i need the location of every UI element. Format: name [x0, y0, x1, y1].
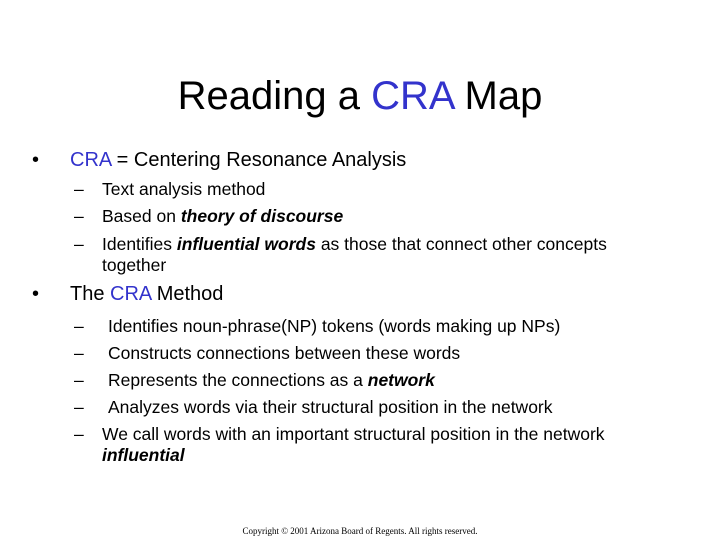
dash-marker: –: [74, 370, 84, 390]
title-post: Map: [453, 74, 543, 118]
subitem-continuation-influential: influential: [102, 445, 185, 465]
subitem-network: [74, 369, 704, 391]
subitem-text: Text analysis method: [102, 179, 266, 199]
subitem-text: Based on: [102, 206, 181, 226]
subitem-emphasis: network: [367, 370, 435, 390]
bullet1-text: = Centering Resonance Analysis: [111, 149, 407, 171]
subitem-text: Identifies noun-phrase(NP) tokens (words making up NPs): [108, 316, 561, 336]
subitem-theory-of-discourse: [74, 205, 704, 227]
bullet-marker: •: [32, 283, 40, 305]
bullet2-post: Method: [151, 283, 224, 305]
dash-marker: –: [74, 316, 84, 336]
copyright-footer: Copyright © 2001 Arizona Board of Regents. All rights reserved.: [242, 526, 478, 536]
subitem-text: Represents the connections as a: [108, 370, 368, 390]
subitem-text-analysis: [74, 178, 704, 200]
title-accent: CRA: [371, 74, 454, 118]
subitem-emphasis: theory of discourse: [180, 206, 344, 226]
subitem-text: We call words with an important structural position in the network: [102, 424, 605, 444]
subitem-structural-position: [74, 396, 704, 418]
dash-marker: –: [74, 206, 84, 226]
slide-title: [0, 70, 720, 122]
bullet-cra-method: [32, 282, 223, 306]
dash-marker: –: [74, 179, 84, 199]
bullet-marker: •: [32, 149, 40, 171]
subitem-identifies-np: [74, 315, 704, 337]
dash-marker: –: [74, 234, 84, 254]
subitem-influential-words: [74, 233, 704, 255]
bullet-cra-definition: [32, 148, 406, 172]
subitem-text: Identifies: [102, 234, 177, 254]
bullet2-accent: CRA: [110, 283, 152, 305]
subitem-constructs-connections: [74, 342, 704, 364]
subitem-text-after: as those that connect other concepts: [315, 234, 607, 254]
subitem-text: Analyzes words via their structural position in the network: [108, 397, 553, 417]
subitem-text: Constructs connections between these words: [108, 343, 461, 363]
dash-marker: –: [74, 397, 84, 417]
subitem-continuation: together: [102, 255, 167, 275]
dash-marker: –: [74, 424, 84, 444]
dash-marker: –: [74, 343, 84, 363]
title-pre: Reading a: [177, 74, 372, 118]
bullet1-accent: CRA: [70, 149, 112, 171]
subitem-emphasis: influential words: [176, 234, 316, 254]
bullet2-pre: The: [70, 283, 111, 305]
subitem-we-call-influential: [74, 423, 704, 445]
